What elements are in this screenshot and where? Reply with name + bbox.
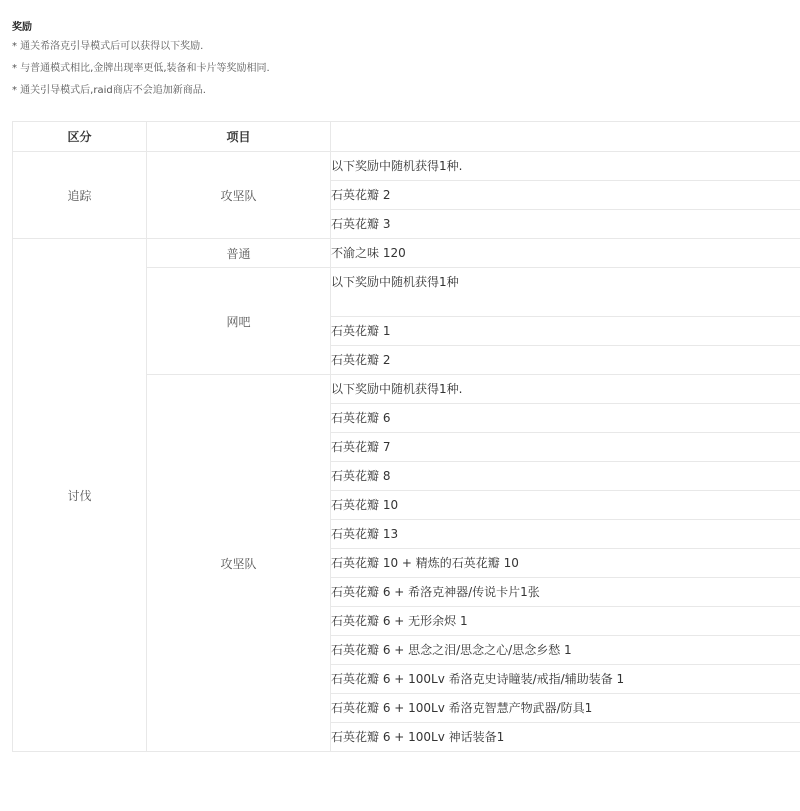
note-line-2: * 与普通模式相比,金牌出现率更低,装备和卡片等奖励相同. xyxy=(12,63,270,74)
notes-title: 奖励 xyxy=(12,22,32,33)
reward-cell: 石英花瓣 1 xyxy=(331,317,800,346)
sub-category-cell: 攻坚队 xyxy=(147,375,331,752)
header-category: 区分 xyxy=(13,122,147,152)
reward-cell: 石英花瓣 10 xyxy=(331,491,800,520)
reward-cell: 石英花瓣 2 xyxy=(331,181,800,210)
sub-category-cell: 网吧 xyxy=(147,268,331,375)
reward-cell: 石英花瓣 2 xyxy=(331,346,800,375)
header-item: 项目 xyxy=(147,122,331,152)
note-line-1: * 通关希洛克引导模式后可以获得以下奖励. xyxy=(12,41,204,52)
table-row xyxy=(13,152,800,181)
reward-cell: 石英花瓣 6 + 无形余烬 1 xyxy=(331,607,800,636)
reward-cell: 不渝之味 120 xyxy=(331,239,800,268)
reward-cell: 石英花瓣 6 + 100Lv 希洛克智慧产物武器/防具1 xyxy=(331,694,800,723)
reward-cell: 以下奖励中随机获得1种. xyxy=(331,152,800,181)
reward-cell: 以下奖励中随机获得1种. xyxy=(331,375,800,404)
reward-cell: 石英花瓣 6 xyxy=(331,404,800,433)
reward-cell: 石英花瓣 3 xyxy=(331,210,800,239)
sub-category-cell: 普通 xyxy=(147,239,331,268)
table-row xyxy=(13,239,800,268)
reward-cell: 石英花瓣 10 + 精炼的石英花瓣 10 xyxy=(331,549,800,578)
reward-cell: 石英花瓣 6 + 希洛克神器/传说卡片1张 xyxy=(331,578,800,607)
reward-cell: 石英花瓣 6 + 100Lv 希洛克史诗瞳装/戒指/辅助装备 1 xyxy=(331,665,800,694)
reward-notes xyxy=(12,20,792,102)
note-line-3: * 通关引导模式后,raid商店不会追加新商品. xyxy=(12,85,206,96)
reward-cell: 石英花瓣 13 xyxy=(331,520,800,549)
reward-table xyxy=(12,121,800,752)
header-reward xyxy=(331,122,800,152)
sub-category-cell: 攻坚队 xyxy=(147,152,331,239)
reward-cell: 石英花瓣 7 xyxy=(331,433,800,462)
reward-cell: 石英花瓣 6 + 思念之泪/思念之心/思念乡愁 1 xyxy=(331,636,800,665)
reward-cell: 石英花瓣 6 + 100Lv 神话装备1 xyxy=(331,723,800,752)
category-cell: 讨伐 xyxy=(13,239,147,752)
table-header-row xyxy=(13,122,800,152)
reward-cell: 以下奖励中随机获得1种 xyxy=(331,268,800,317)
category-cell: 追踪 xyxy=(13,152,147,239)
reward-cell: 石英花瓣 8 xyxy=(331,462,800,491)
